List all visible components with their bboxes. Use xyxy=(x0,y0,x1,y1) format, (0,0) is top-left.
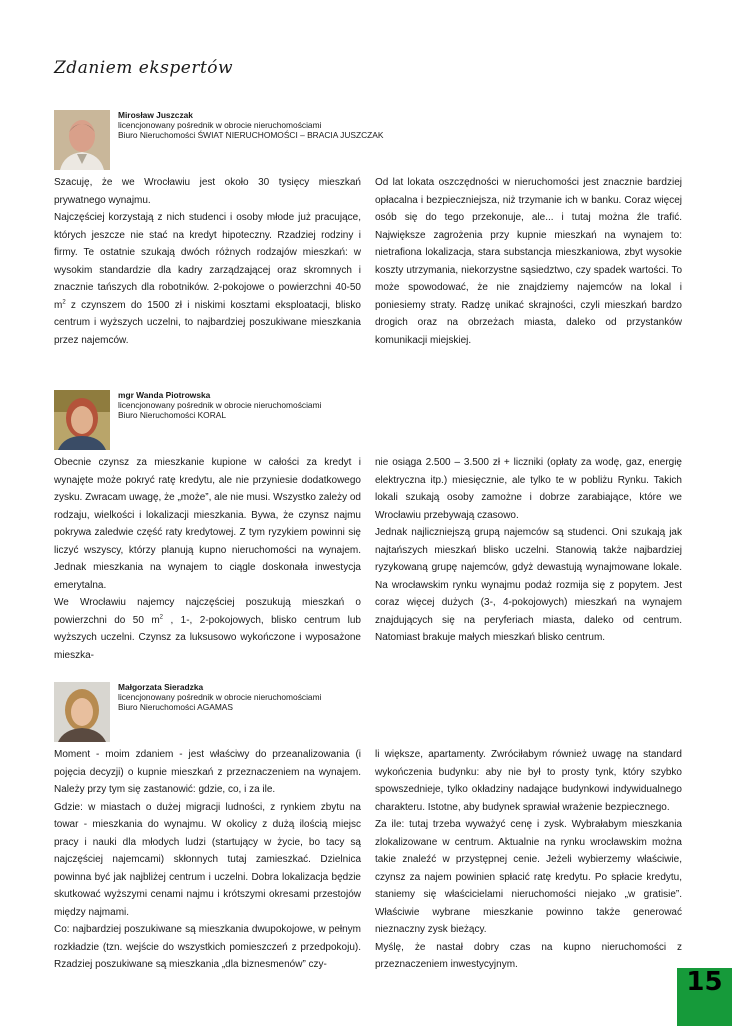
text-span: z czynszem do 1500 zł i niskimi kosztami eksploatacji, blisko centrum i wyższych uczelni, to najbardziej poszukiwane mieszkania przez najemców. xyxy=(54,299,361,346)
expert-agency: Biuro Nieruchomości KORAL xyxy=(118,410,226,420)
paragraph: Co: najbardziej poszukiwane są mieszkania dwupokojowe, w pełnym rozkładzie (tzn. wejście do wszystkich pomieszczeń z przedpokoju). Rzadziej poszukiwane są mieszkania „dla biznesmenów” czy- xyxy=(54,924,361,970)
expert-photo-piotrowska xyxy=(54,390,110,450)
expert-agency: Biuro Nieruchomości AGAMAS xyxy=(118,702,233,712)
left-column xyxy=(54,454,361,664)
paragraph: Myślę, że nastał dobry czas na kupno nieruchomości z przeznaczeniem inwestycyjnym. xyxy=(375,941,682,970)
expert-info xyxy=(118,390,321,420)
expert-name: mgr Wanda Piotrowska xyxy=(118,390,211,400)
expert-name: Małgorzata Sieradzka xyxy=(118,682,204,692)
paragraph: li większe, apartamenty. Zwróciłabym również uwagę na standard wykończenia budynku: aby nie był to prosty tynk, który szybko spowszednieje, tylko okładziny nadające budynkowi indywidualnego charakteru. Istotne, aby budynek sprawiał wrażenie bezpiecznego. xyxy=(375,749,682,813)
text-span: , 1-, 2-pokojowych, blisko centrum lub wyższych uczelni. Czynsz za luksusowo wykończone i wyposażone mieszka- xyxy=(54,614,361,661)
article-columns xyxy=(54,746,682,974)
right-column xyxy=(375,174,682,349)
left-column xyxy=(54,174,361,349)
text-span: Najczęściej korzystają z nich studenci i osoby młode już pracujące, których jeszcze nie stać na kredyt hipoteczny. Rzadziej rodziny i firmy. Te ostatnie szukają dwóch różnych rodzajów mieszkań: w wysokim standardzie dla kadry zarządzającej oraz skromnych i znacznie tańszych dla robotników. 2-pokojowe o powierzchni 40-50 m xyxy=(54,212,361,311)
expert-name: Mirosław Juszczak xyxy=(118,110,193,120)
article-columns xyxy=(54,174,682,349)
expert-info xyxy=(118,110,383,140)
text-span: We Wrocławiu najemcy najczęściej poszukują mieszkań o powierzchni do 50 m xyxy=(54,597,361,626)
paragraph: nie osiąga 2.500 – 3.500 zł + liczniki (opłaty za wodę, gaz, energię elektryczna itp.) miesięcznie, ale tylko te w pobliżu Rynku. Takich lokali szukają osoby zamożne i dobrze zarabiające, które we Wrocławiu przebywają czasowo. xyxy=(375,457,682,521)
paragraph xyxy=(54,209,361,349)
portrait-woman-blonde-icon xyxy=(54,682,110,742)
expert-agency: Biuro Nieruchomości ŚWIAT NIERUCHOMOŚCI – BRACIA JUSZCZAK xyxy=(118,130,384,140)
paragraph: Moment - moim zdaniem - jest właściwy do przeanalizowania (i pojęcia decyzji) o kupnie mieszkań z przeznaczeniem na wynajem. Należy przy tym się zastanowić: gdzie, co, i za ile. xyxy=(54,749,361,795)
article-columns xyxy=(54,454,682,664)
section-title: Zdaniem ekspertów xyxy=(54,58,234,78)
expert-info xyxy=(118,682,321,712)
right-column xyxy=(375,454,682,664)
paragraph: Obecnie czynsz za mieszkanie kupione w całości za kredyt i wynajęte może pokryć ratę kredytu, ale nie przyniesie dodatkowego zysku. Zwracam uwagę, że „może”, ale nie musi. Wszystko zależy od rodzaju, wielkości i lokalizacji mieszkania. Bywa, że czynsz najmu pokrywa zaledwie część raty kredytowej. Z tym ryzykiem powinni się liczyć wszyscy, którzy planują kupno nieruchomości na wynajem. Jednak mieszkania na wynajem to ciągle doskonała inwestycja emerytalna. xyxy=(54,457,361,591)
expert-photo-juszczak xyxy=(54,110,110,170)
superscript: 2 xyxy=(62,299,66,306)
expert-role: licencjonowany pośrednik w obrocie nieruchomościami xyxy=(118,400,322,410)
paragraph xyxy=(54,594,361,664)
portrait-woman-red-icon xyxy=(54,390,110,450)
paragraph: Szacuję, że we Wrocławiu jest około 30 tysięcy mieszkań prywatnego wynajmu. xyxy=(54,177,361,206)
expert-role: licencjonowany pośrednik w obrocie nieruchomościami xyxy=(118,120,322,130)
right-column xyxy=(375,746,682,974)
paragraph: Jednak najliczniejszą grupą najemców są studenci. Oni szukają jak najtańszych mieszkań blisko uczelni. Stanowią także najbardziej ryzykowaną grupę najemców, gdyż dewastują wynajmowane lokale. Na wrocławskim rynku wynajmu podaż rozmija się z popytem. Jest coraz więcej dużych (3-, 4-pokojowych) mieszkań na wynajem znajdujących się na peryferiach miasta, daleko od centrum. Natomiast brakuje małych mieszkań blisko centrum. xyxy=(375,527,682,643)
expert-photo-sieradzka xyxy=(54,682,110,742)
paragraph: Od lat lokata oszczędności w nieruchomości jest znacznie bardziej opłacalna i bezpieczniejsza, niż trzymanie ich w banku. Coraz więcej osób się do tego przekonuje, ale... i tutaj można źle trafić. Największe zagrożenia przy kupnie mieszkań na wynajem to: nietrafiona lokalizacja, stara substancja mieszkaniowa, zbyt wysokie koszty utrzymania, niekorzystne sąsiedztwo, czy spadek wartości. To może spowodować, że nie znajdziemy najemców na lokal i poniesiemy straty. Radzę unikać skrajności, czyli mieszkań bardzo drogich oraz na obrzeżach miasta, daleko od przystanków komunikacji miejskiej. xyxy=(375,177,682,346)
paragraph: Za ile: tutaj trzeba wyważyć cenę i zysk. Wybrałabym mieszkania zlokalizowane w centrum. Aktualnie na rynku wrocławskim można takie znaleźć w przystępnej cenie. Jeżeli wybierzemy właściwie, czynsz za najem powinien spłacić ratę kredytu. Po spłacie kredytu, staniemy się właścicielami nieruchomości niejako „w gratisie”. Właściwie wybrane mieszkanie powinno także generować nieznaczny zysk bieżący. xyxy=(375,819,682,935)
left-column xyxy=(54,746,361,974)
superscript: 2 xyxy=(159,614,164,621)
expert-role: licencjonowany pośrednik w obrocie nieruchomościami xyxy=(118,692,322,702)
page-number: 15 xyxy=(677,968,732,1026)
portrait-man-icon xyxy=(54,110,110,170)
paragraph: Gdzie: w miastach o dużej migracji ludności, z rynkiem zbytu na towar - mieszkania do wynajmu. W okolicy z dużą ilością miejsc pracy i nauki dla młodych ludzi (startujący w życie, bo tacy są najczęściej najemcami) skłonnych tutaj zamieszkać. Dzielnica powinna być jak najbliżej centrum i uczelni. Dobra lokalizacja będzie skutkować wyższymi cenami najmu i krótszymi okresami przestojów między najmami. xyxy=(54,801,361,918)
